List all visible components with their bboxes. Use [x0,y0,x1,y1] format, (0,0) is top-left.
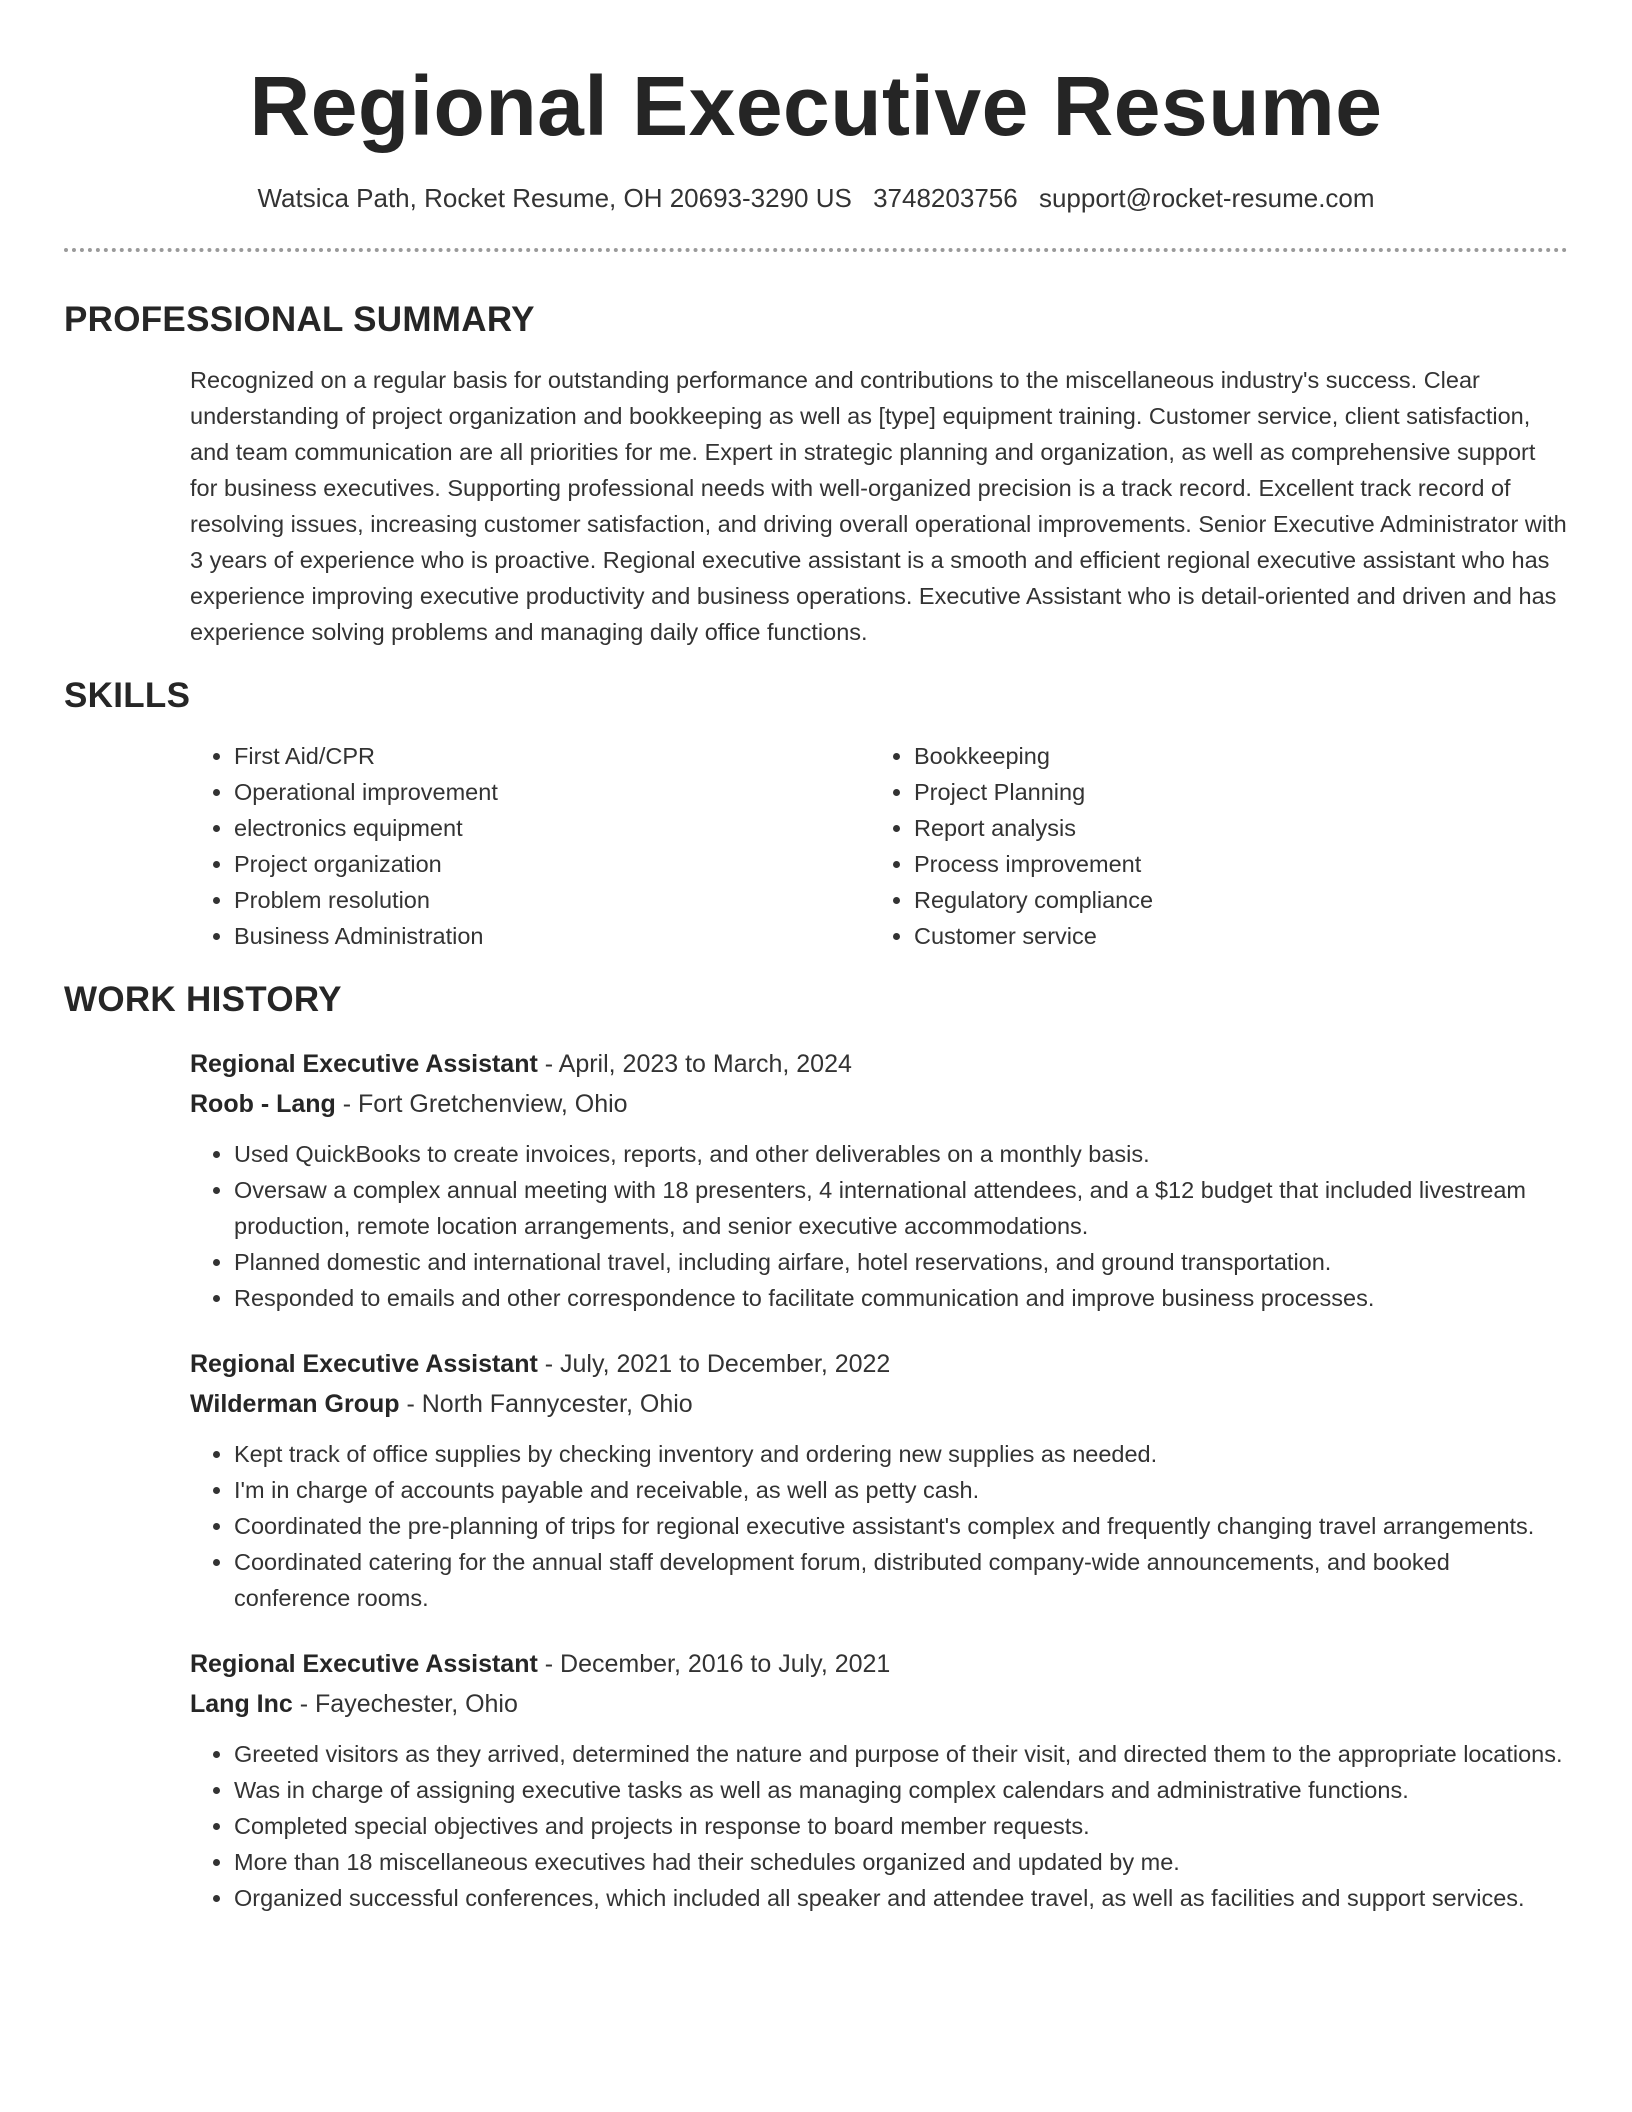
job-duties [190,1136,1568,1316]
skill-item: • Business Administration [234,918,870,954]
duty-item: • I'm in charge of accounts payable and receivable, as well as petty cash. [234,1472,1568,1508]
job-company-line [190,1084,1568,1124]
job-title-line [190,1644,1568,1684]
job-company-line [190,1684,1568,1724]
contact-phone: 3748203756 [873,183,1018,213]
skill-item: • Problem resolution [234,882,870,918]
job-company: Wilderman Group [190,1390,400,1418]
duty-item: • Responded to emails and other correspondence to facilitate communication and improve business processes. [234,1280,1568,1316]
duty-item: • Greeted visitors as they arrived, determined the nature and purpose of their visit, and directed them to the appropriate locations. [234,1736,1568,1772]
job-location: - North Fannycester, Ohio [399,1390,693,1418]
skill-item: • Process improvement [914,846,1550,882]
job-company-line [190,1384,1568,1424]
duty-item: • Planned domestic and international travel, including airfare, hotel reservations, and ground transportation. [234,1244,1568,1280]
duty-item: • Used QuickBooks to create invoices, reports, and other deliverables on a monthly basis. [234,1136,1568,1172]
job-entry [190,1344,1568,1616]
skill-item: • Operational improvement [234,774,870,810]
skills-column-right [870,738,1550,954]
job-duties [190,1436,1568,1616]
contact-line [64,182,1568,214]
job-title: Regional Executive Assistant [190,1050,538,1078]
skills-list [190,738,1568,954]
job-location: - Fort Gretchenview, Ohio [335,1090,628,1118]
skill-item: • Project organization [234,846,870,882]
job-title: Regional Executive Assistant [190,1350,538,1378]
duty-item: • Completed special objectives and projects in response to board member requests. [234,1808,1568,1844]
job-title: Regional Executive Assistant [190,1650,538,1678]
job-location: - Fayechester, Ohio [292,1690,518,1718]
duty-item: • More than 18 miscellaneous executives had their schedules organized and updated by me. [234,1844,1568,1880]
work-history-heading: WORK HISTORY [64,980,342,1019]
skill-item: • Report analysis [914,810,1550,846]
duty-item: • Was in charge of assigning executive tasks as well as managing complex calendars and administrative functions. [234,1772,1568,1808]
skill-item: • Customer service [914,918,1550,954]
job-entry [190,1644,1568,1916]
job-entry [190,1044,1568,1316]
job-dates: - July, 2021 to December, 2022 [537,1350,891,1378]
job-dates: - April, 2023 to March, 2024 [537,1050,852,1078]
summary-heading: PROFESSIONAL SUMMARY [64,300,535,339]
duty-item: • Coordinated catering for the annual staff development forum, distributed company-wide announcements, and booked conference rooms. [234,1544,1568,1616]
contact-address: Watsica Path, Rocket Resume, OH 20693-3290 US [257,183,852,213]
job-title-line [190,1044,1568,1084]
skill-item: • electronics equipment [234,810,870,846]
job-company: Lang Inc [190,1690,293,1718]
contact-email[interactable]: support@rocket-resume.com [1038,183,1375,213]
job-title-line [190,1344,1568,1384]
skill-item: • Regulatory compliance [914,882,1550,918]
duty-item: • Coordinated the pre-planning of trips for regional executive assistant's complex and frequently changing travel arrangements. [234,1508,1568,1544]
duty-item: • Organized successful conferences, which included all speaker and attendee travel, as well as facilities and support services. [234,1880,1568,1916]
header-divider [64,248,1568,252]
skills-column-left [190,738,870,954]
summary-text: Recognized on a regular basis for outstanding performance and contributions to the miscellaneous industry's success. Clear understanding of project organization and bookkeeping as well as [type] equipment training. Customer service, client satisfaction, and team communication are all priorities for me. Expert in strategic planning and organization, as well as comprehensive support for business executives. Supporting professional needs with well-organized precision is a track record. Excellent track record of resolving issues, increasing customer satisfaction, and driving overall operational improvements. Senior Executive Administrator with 3 years of experience who is proactive. Regional executive assistant is a smooth and efficient regional executive assistant who has experience improving executive productivity and business operations. Executive Assistant who is detail-oriented and driven and has experience solving problems and managing daily office functions. [190,367,1567,645]
skill-item: • Bookkeeping [914,738,1550,774]
duty-item: • Kept track of office supplies by checking inventory and ordering new supplies as needed. [234,1436,1568,1472]
job-duties [190,1736,1568,1916]
job-dates: - December, 2016 to July, 2021 [537,1650,891,1678]
resume-title: Regional Executive Resume [249,59,1383,153]
duty-item: • Oversaw a complex annual meeting with 18 presenters, 4 international attendees, and a $12 budget that included livestream production, remote location arrangements, and senior executive accommodations. [234,1172,1568,1244]
skills-heading: SKILLS [64,676,191,715]
skill-item: • Project Planning [914,774,1550,810]
skill-item: • First Aid/CPR [234,738,870,774]
job-company: Roob - Lang [190,1090,336,1118]
